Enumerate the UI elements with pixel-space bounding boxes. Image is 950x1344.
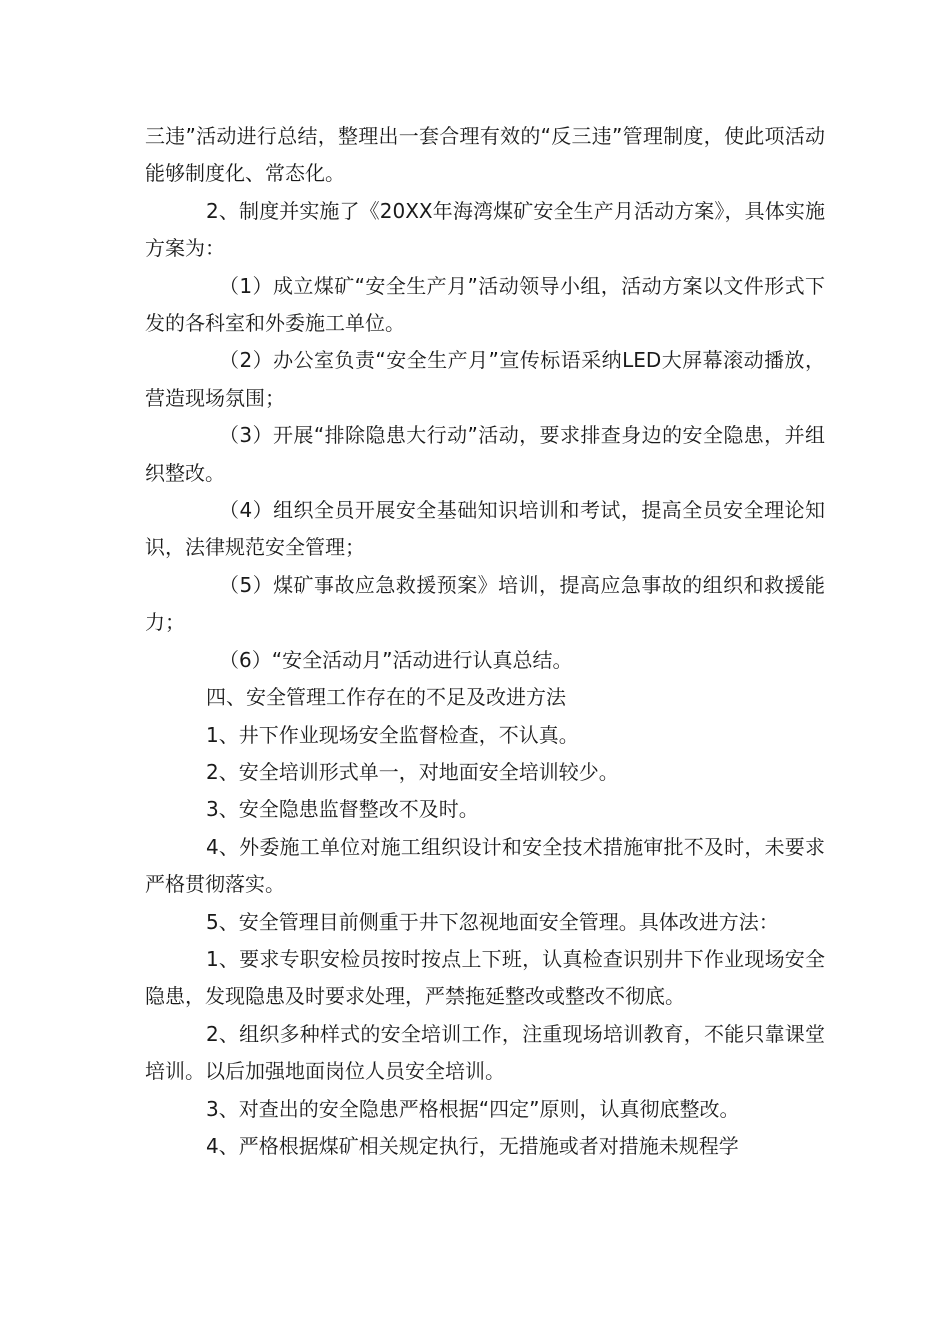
- shortcoming-item-4: 4、外委施工单位对施工组织设计和安全技术措施审批不及时，未要求严格贯彻落实。: [145, 834, 825, 897]
- document-body: [145, 118, 825, 1165]
- improvement-item-3: 3、对查出的安全隐患严格根据“四定”原则，认真彻底整改。: [206, 1096, 740, 1121]
- section-heading-4: 四、安全管理工作存在的不足及改进方法: [206, 685, 566, 710]
- shortcoming-item-2: 2、安全培训形式单一，对地面安全培训较少。: [206, 759, 619, 784]
- plan-item-2: （2）办公室负责“安全生产月”宣传标语采纳LED大屏幕滚动播放，营造现场氛围；: [145, 348, 825, 410]
- plan-item-6: （6）“安全活动月”活动进行认真总结。: [219, 647, 573, 672]
- shortcoming-item-1: 1、井下作业现场安全监督检查，不认真。: [206, 722, 579, 747]
- paragraph-continuation: 三违”活动进行总结，整理出一套合理有效的“反三违”管理制度，使此项活动能够制度化、常态化。: [145, 124, 825, 186]
- shortcoming-item-5: 5、安全管理目前侧重于井下忽视地面安全管理。具体改进方法：: [206, 909, 779, 934]
- improvement-item-4: 4、严格根据煤矿相关规定执行，无措施或者对措施未规程学: [206, 1133, 739, 1158]
- plan-item-5: （5）煤矿事故应急救援预案》培训，提高应急事故的组织和救援能力；: [145, 572, 825, 635]
- plan-item-4: （4）组织全员开展安全基础知识培训和考试，提高全员安全理论知识，法律规范安全管理；: [145, 498, 825, 560]
- shortcoming-item-3: 3、安全隐患监督整改不及时。: [206, 797, 479, 822]
- paragraph-plan-intro: 2、制度并实施了《20XX年海湾煤矿安全生产月活动方案》，具体实施方案为：: [145, 198, 825, 261]
- plan-item-1: （1）成立煤矿“安全生产月”活动领导小组，活动方案以文件形式下发的各科室和外委施工单位。: [145, 273, 825, 336]
- improvement-item-2: 2、组织多种样式的安全培训工作，注重现场培训教育，不能只靠课堂培训。以后加强地面岗位人员安全培训。: [145, 1021, 825, 1084]
- plan-item-3: （3）开展“排除隐患大行动”活动，要求排查身边的安全隐患，并组织整改。: [145, 423, 825, 485]
- improvement-item-1: 1、要求专职安检员按时按点上下班，认真检查识别井下作业现场安全隐患，发现隐患及时要求处理，严禁拖延整改或整改不彻底。: [145, 946, 825, 1009]
